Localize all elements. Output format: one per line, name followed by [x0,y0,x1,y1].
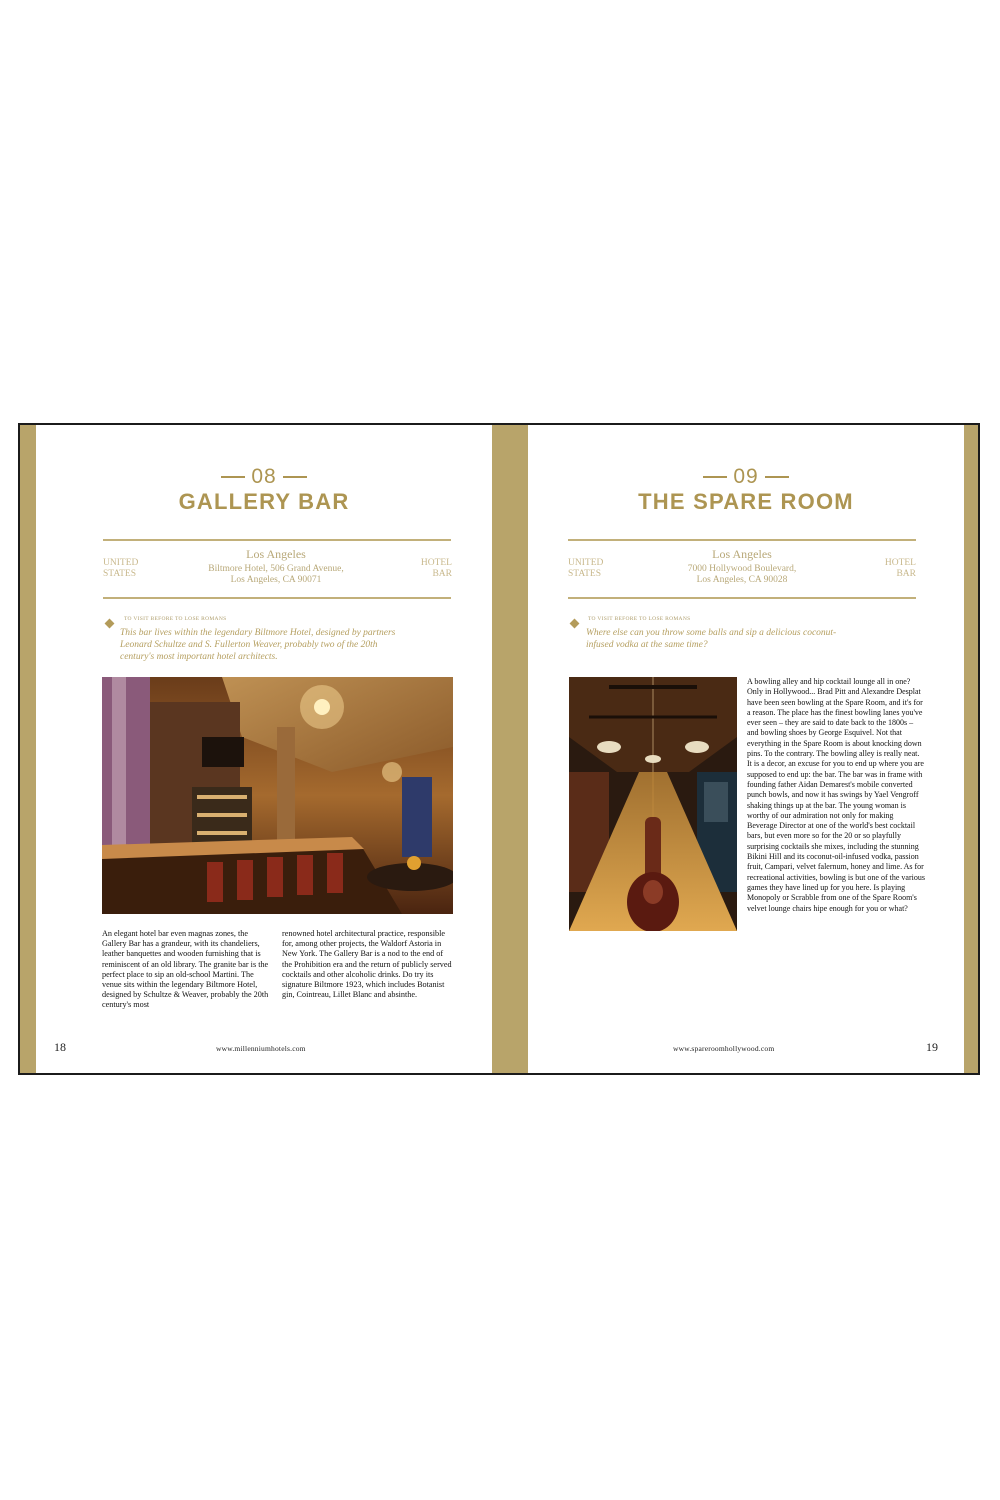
entry-number-text: 08 [251,465,277,488]
entry-number [36,465,492,489]
location-block [642,547,842,586]
gallery-bar-image [102,677,453,914]
dash-right [765,476,789,478]
tip-text: This bar lives within the legendary Biltmore Hotel, designed by partners Leonard Schultze and S. Fullerton Weaver, probably two of the 20th century's most important hotel architects. [120,628,396,662]
gallery-bar-photo [102,677,453,914]
body-column-2: renowned hotel architectural practice, responsible for, among other projects, the Waldorf Astoria in New York. The Gallery Bar is a nod to the end of the Prohibition era and the return of publicly served cocktails and other alcoholic drinks. Do try its signature Biltmore 1923, which includes Botanist gin, Cointreau, Lillet Blanc and absinthe. [282,929,452,1000]
diamond-icon [105,619,115,629]
category-label: HOTEL BAR [884,558,916,579]
bowling-lane-photo [569,677,737,931]
dash-left [221,476,245,478]
country-label: UNITED STATES [103,558,139,579]
tip-text: Where else can you throw some balls and sip a delicious coconut-infused vodka at the same time? [586,628,837,650]
website-link[interactable]: www.spareroomhollywood.com [673,1044,775,1053]
location-block [176,547,376,586]
venue-title: THE SPARE ROOM [638,489,854,514]
page-number: 19 [926,1040,938,1054]
entry-number [528,465,964,489]
bottom-rule [103,597,451,599]
entry-number-text: 09 [733,465,759,488]
dash-left [703,476,727,478]
top-rule [568,539,916,541]
city-label: Los Angeles [246,547,306,561]
country-label: UNITED STATES [568,558,604,579]
top-rule [103,539,451,541]
tip-label: TO VISIT BEFORE TO LOSE ROMANS [588,616,691,622]
tip-label: TO VISIT BEFORE TO LOSE ROMANS [124,616,227,622]
right-page [528,425,964,1073]
book-spread [18,423,980,1075]
address-label: 7000 Hollywood Boulevard, Los Angeles, CA 90028 [687,564,797,585]
bowling-lane-image [569,677,737,931]
left-page [36,425,492,1073]
dash-right [283,476,307,478]
address-label: Biltmore Hotel, 506 Grand Avenue, Los Angeles, CA 90071 [208,564,344,585]
venue-title: GALLERY BAR [178,489,350,514]
page-number: 18 [54,1040,66,1054]
body-column-1: An elegant hotel bar even magnas zones, the Gallery Bar has a grandeur, with its chandeliers, leather banquettes and wooden furnishing that is reminiscent of an old library. The granite bar is the perfect place to sip an old-school Martini. The venue sits within the legendary Biltmore Hotel, designed by Schultze & Weaver, probably the 20th century's most [102,929,269,1010]
category-label: HOTEL BAR [420,558,452,579]
website-link[interactable]: www.millenniumhotels.com [216,1044,306,1053]
bottom-rule [568,597,916,599]
diamond-icon [570,619,580,629]
body-text: A bowling alley and hip cocktail lounge all in one? Only in Hollywood... Brad Pitt and Alexandre Desplat have been seen bowling at the Spare Room, and it's for a reason. The place has the finest bowling lanes you've ever seen – they are said to date back to the 1800s – and bowling shoes by George Esquivel. Not that everything in the Spare Room is about knocking down pins. To the contrary. The bowling alley is really neat. It is a decor, an excuse for you to end up where you are supposed to end up: the bar. The bar was in frame with founding father Aidan Demarest's mobile converted punch bowls, and now it has swings by Yael Vengroff shaking things up at the bar. The young woman is worthy of our admiration not only for making Beverage Director at one of the world's best cocktail bars, but even more so for the 20 or so playfully surprising cocktails she mixes, including the stunning Bikini Hill and its coconut-oil-infused vodka, passion fruit, Campari, velvet falernum, honey and lime. As for recreational activities, bowling is but one of the various games they have lined up for you here. Is playing Monopoly or Scrabble from one of the Spare Room's velvet lounge chairs hipe enough for you or what? [747,677,925,913]
city-label: Los Angeles [712,547,772,561]
